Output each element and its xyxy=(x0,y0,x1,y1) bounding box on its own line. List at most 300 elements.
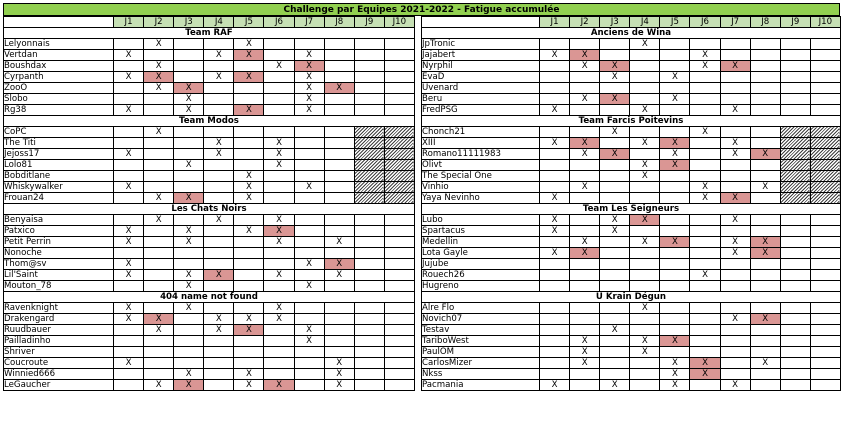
empty-cell xyxy=(264,83,294,94)
player-name: Rouech26 xyxy=(422,270,540,281)
fatigue-mark: X xyxy=(144,380,174,391)
fatigue-mark: X xyxy=(630,171,660,182)
player-row xyxy=(4,314,415,325)
column-header: J9 xyxy=(780,17,810,28)
empty-cell xyxy=(660,226,690,237)
player-name: Lelyonnais xyxy=(4,39,114,50)
empty-cell xyxy=(540,358,570,369)
empty-cell xyxy=(780,248,810,259)
player-name: Shriver xyxy=(4,347,114,358)
fatigue-mark: X xyxy=(570,61,600,72)
empty-cell xyxy=(810,314,840,325)
empty-cell xyxy=(324,314,354,325)
player-row xyxy=(4,347,415,358)
empty-cell xyxy=(600,281,630,292)
team-name: 404 name not found xyxy=(4,292,415,303)
empty-cell xyxy=(324,281,354,292)
player-name: Drakengard xyxy=(4,314,114,325)
team-name: Anciens de Wina xyxy=(422,28,841,39)
empty-cell xyxy=(324,50,354,61)
player-row xyxy=(4,358,415,369)
empty-cell xyxy=(540,39,570,50)
empty-cell xyxy=(780,347,810,358)
player-row xyxy=(4,369,415,380)
empty-cell xyxy=(630,270,660,281)
fatigue-mark: X xyxy=(660,380,690,391)
fatigue-mark: X xyxy=(750,182,780,193)
column-header: J7 xyxy=(720,17,750,28)
hatched-cell xyxy=(354,171,384,182)
fatigue-mark-red: X xyxy=(294,61,324,72)
fatigue-mark: X xyxy=(600,380,630,391)
empty-cell xyxy=(780,259,810,270)
empty-cell xyxy=(174,347,204,358)
column-header: J6 xyxy=(264,17,294,28)
empty-cell xyxy=(540,127,570,138)
empty-cell xyxy=(750,270,780,281)
empty-cell xyxy=(540,259,570,270)
empty-cell xyxy=(600,248,630,259)
fatigue-mark: X xyxy=(204,149,234,160)
empty-cell xyxy=(294,347,324,358)
empty-cell xyxy=(690,336,720,347)
fatigue-mark: X xyxy=(540,248,570,259)
empty-cell xyxy=(264,72,294,83)
player-name: Cyrpanth xyxy=(4,72,114,83)
empty-cell xyxy=(204,105,234,116)
fatigue-mark: X xyxy=(294,325,324,336)
empty-cell xyxy=(720,303,750,314)
empty-cell xyxy=(234,215,264,226)
player-name: CoPC xyxy=(4,127,114,138)
empty-cell xyxy=(264,182,294,193)
fatigue-mark: X xyxy=(630,138,660,149)
player-row xyxy=(422,259,841,270)
empty-cell xyxy=(690,347,720,358)
player-name: Lil'Saint xyxy=(4,270,114,281)
empty-cell xyxy=(204,380,234,391)
fatigue-mark: X xyxy=(174,281,204,292)
column-header: J4 xyxy=(630,17,660,28)
empty-cell xyxy=(630,226,660,237)
fatigue-mark: X xyxy=(264,314,294,325)
empty-cell xyxy=(600,39,630,50)
empty-cell xyxy=(144,182,174,193)
empty-cell xyxy=(810,325,840,336)
fatigue-mark: X xyxy=(720,215,750,226)
empty-cell xyxy=(630,325,660,336)
player-name: Testav xyxy=(422,325,540,336)
fatigue-mark-red: X xyxy=(720,61,750,72)
empty-cell xyxy=(294,237,324,248)
player-name: Jejoss17 xyxy=(4,149,114,160)
column-header: J5 xyxy=(234,17,264,28)
empty-cell xyxy=(690,248,720,259)
fatigue-mark: X xyxy=(690,50,720,61)
player-row xyxy=(4,259,415,270)
player-row xyxy=(422,149,841,160)
fatigue-mark-red: X xyxy=(660,138,690,149)
empty-cell xyxy=(264,94,294,105)
empty-cell xyxy=(354,61,384,72)
empty-cell xyxy=(540,72,570,83)
fatigue-mark: X xyxy=(114,259,144,270)
empty-cell xyxy=(174,39,204,50)
player-row xyxy=(422,325,841,336)
player-name: Lota Gayle xyxy=(422,248,540,259)
empty-cell xyxy=(810,39,840,50)
player-name: ZooO xyxy=(4,83,114,94)
player-row xyxy=(4,138,415,149)
empty-cell xyxy=(780,237,810,248)
player-name: The Special One xyxy=(422,171,540,182)
empty-cell xyxy=(540,303,570,314)
empty-cell xyxy=(234,61,264,72)
empty-cell xyxy=(324,61,354,72)
fatigue-mark-red: X xyxy=(174,380,204,391)
fatigue-mark: X xyxy=(540,50,570,61)
fatigue-mark: X xyxy=(600,226,630,237)
empty-cell xyxy=(354,83,384,94)
fatigue-mark: X xyxy=(324,237,354,248)
empty-cell xyxy=(750,347,780,358)
empty-cell xyxy=(600,259,630,270)
empty-cell xyxy=(114,369,144,380)
empty-cell xyxy=(324,149,354,160)
sheet-title: Challenge par Equipes 2021-2022 - Fatigue accumulée xyxy=(3,3,840,16)
player-name: Patxico xyxy=(4,226,114,237)
empty-cell xyxy=(810,237,840,248)
empty-cell xyxy=(324,105,354,116)
empty-cell xyxy=(204,160,234,171)
empty-cell xyxy=(354,248,384,259)
empty-cell xyxy=(600,160,630,171)
fatigue-mark: X xyxy=(234,226,264,237)
empty-cell xyxy=(234,83,264,94)
empty-cell xyxy=(660,127,690,138)
right-half-table xyxy=(421,16,841,391)
fatigue-mark-red: X xyxy=(174,83,204,94)
corner-cell xyxy=(422,17,540,28)
fatigue-mark: X xyxy=(540,105,570,116)
player-name: Slobo xyxy=(4,94,114,105)
empty-cell xyxy=(384,281,414,292)
empty-cell xyxy=(114,215,144,226)
empty-cell xyxy=(294,138,324,149)
empty-cell xyxy=(780,83,810,94)
fatigue-mark-red: X xyxy=(264,226,294,237)
player-row xyxy=(4,127,415,138)
fatigue-mark: X xyxy=(294,182,324,193)
team-row xyxy=(422,292,841,303)
empty-cell xyxy=(384,336,414,347)
empty-cell xyxy=(354,237,384,248)
empty-cell xyxy=(384,270,414,281)
empty-cell xyxy=(354,380,384,391)
empty-cell xyxy=(234,248,264,259)
empty-cell xyxy=(114,83,144,94)
empty-cell xyxy=(174,325,204,336)
empty-cell xyxy=(384,325,414,336)
fatigue-mark: X xyxy=(234,193,264,204)
empty-cell xyxy=(144,303,174,314)
fatigue-mark: X xyxy=(720,138,750,149)
empty-cell xyxy=(144,138,174,149)
empty-cell xyxy=(234,303,264,314)
player-row xyxy=(4,72,415,83)
fatigue-mark: X xyxy=(294,94,324,105)
empty-cell xyxy=(294,314,324,325)
empty-cell xyxy=(384,369,414,380)
empty-cell xyxy=(750,127,780,138)
fatigue-mark: X xyxy=(690,193,720,204)
empty-cell xyxy=(204,358,234,369)
player-row xyxy=(422,347,841,358)
empty-cell xyxy=(810,105,840,116)
fatigue-mark: X xyxy=(600,127,630,138)
empty-cell xyxy=(384,83,414,94)
fatigue-mark: X xyxy=(690,270,720,281)
empty-cell xyxy=(324,336,354,347)
player-name: XIII xyxy=(422,138,540,149)
empty-cell xyxy=(690,105,720,116)
empty-cell xyxy=(810,270,840,281)
empty-cell xyxy=(354,105,384,116)
column-header: J1 xyxy=(540,17,570,28)
empty-cell xyxy=(174,61,204,72)
empty-cell xyxy=(780,94,810,105)
empty-cell xyxy=(570,226,600,237)
empty-cell xyxy=(720,171,750,182)
empty-cell xyxy=(660,39,690,50)
empty-cell xyxy=(234,94,264,105)
empty-cell xyxy=(570,259,600,270)
fatigue-mark: X xyxy=(294,83,324,94)
fatigue-mark: X xyxy=(570,149,600,160)
empty-cell xyxy=(810,369,840,380)
empty-cell xyxy=(384,94,414,105)
player-row xyxy=(4,105,415,116)
empty-cell xyxy=(144,358,174,369)
empty-cell xyxy=(114,94,144,105)
team-name: Team RAF xyxy=(4,28,415,39)
fatigue-mark: X xyxy=(630,39,660,50)
empty-cell xyxy=(750,325,780,336)
team-row xyxy=(4,292,415,303)
player-row xyxy=(422,138,841,149)
empty-cell xyxy=(204,193,234,204)
empty-cell xyxy=(660,50,690,61)
hatched-cell xyxy=(354,182,384,193)
empty-cell xyxy=(720,127,750,138)
column-header: J10 xyxy=(810,17,840,28)
empty-cell xyxy=(174,314,204,325)
fatigue-mark: X xyxy=(264,61,294,72)
fatigue-mark: X xyxy=(114,314,144,325)
empty-cell xyxy=(354,270,384,281)
player-row xyxy=(422,182,841,193)
empty-cell xyxy=(264,50,294,61)
empty-cell xyxy=(660,248,690,259)
empty-cell xyxy=(630,94,660,105)
empty-cell xyxy=(570,303,600,314)
team-row xyxy=(4,204,415,215)
empty-cell xyxy=(354,281,384,292)
empty-cell xyxy=(750,83,780,94)
column-header: J2 xyxy=(144,17,174,28)
empty-cell xyxy=(750,215,780,226)
fatigue-mark: X xyxy=(204,72,234,83)
player-name: Mouton_78 xyxy=(4,281,114,292)
empty-cell xyxy=(114,336,144,347)
fatigue-mark: X xyxy=(234,314,264,325)
fatigue-mark-red: X xyxy=(324,259,354,270)
empty-cell xyxy=(630,369,660,380)
fatigue-mark-red: X xyxy=(324,83,354,94)
hatched-cell xyxy=(354,193,384,204)
empty-cell xyxy=(540,160,570,171)
fatigue-mark: X xyxy=(630,105,660,116)
empty-cell xyxy=(174,248,204,259)
fatigue-mark-red: X xyxy=(750,149,780,160)
empty-cell xyxy=(540,336,570,347)
empty-cell xyxy=(690,94,720,105)
fatigue-mark: X xyxy=(630,303,660,314)
column-header: J4 xyxy=(204,17,234,28)
player-row xyxy=(4,160,415,171)
fatigue-mark: X xyxy=(204,325,234,336)
fatigue-mark: X xyxy=(264,215,294,226)
fatigue-mark: X xyxy=(660,369,690,380)
column-header: J1 xyxy=(114,17,144,28)
hatched-cell xyxy=(810,149,840,160)
hatched-cell xyxy=(354,160,384,171)
empty-cell xyxy=(204,336,234,347)
empty-cell xyxy=(324,182,354,193)
fatigue-mark: X xyxy=(264,138,294,149)
empty-cell xyxy=(780,72,810,83)
empty-cell xyxy=(630,61,660,72)
empty-cell xyxy=(354,347,384,358)
empty-cell xyxy=(660,303,690,314)
empty-cell xyxy=(780,270,810,281)
empty-cell xyxy=(264,336,294,347)
empty-cell xyxy=(264,193,294,204)
empty-cell xyxy=(630,281,660,292)
empty-cell xyxy=(540,325,570,336)
empty-cell xyxy=(780,281,810,292)
empty-cell xyxy=(324,94,354,105)
fatigue-mark-red: X xyxy=(234,105,264,116)
player-name: Lolo81 xyxy=(4,160,114,171)
empty-cell xyxy=(810,259,840,270)
fatigue-mark: X xyxy=(144,215,174,226)
empty-cell xyxy=(204,259,234,270)
empty-cell xyxy=(204,237,234,248)
empty-cell xyxy=(264,259,294,270)
hatched-cell xyxy=(780,138,810,149)
fatigue-mark-red: X xyxy=(750,314,780,325)
empty-cell xyxy=(324,72,354,83)
hatched-cell xyxy=(810,127,840,138)
player-row xyxy=(422,215,841,226)
empty-cell xyxy=(540,237,570,248)
player-row xyxy=(422,358,841,369)
empty-cell xyxy=(720,347,750,358)
empty-cell xyxy=(234,270,264,281)
empty-cell xyxy=(750,171,780,182)
column-header-row xyxy=(4,17,415,28)
fatigue-mark: X xyxy=(570,94,600,105)
empty-cell xyxy=(204,61,234,72)
empty-cell xyxy=(294,215,324,226)
empty-cell xyxy=(690,226,720,237)
empty-cell xyxy=(810,72,840,83)
column-header: J5 xyxy=(660,17,690,28)
player-row xyxy=(422,336,841,347)
column-header: J10 xyxy=(384,17,414,28)
empty-cell xyxy=(174,336,204,347)
empty-cell xyxy=(384,61,414,72)
player-name: Pailladinho xyxy=(4,336,114,347)
empty-cell xyxy=(810,94,840,105)
fatigue-mark: X xyxy=(174,160,204,171)
player-row xyxy=(422,160,841,171)
empty-cell xyxy=(174,215,204,226)
empty-cell xyxy=(294,248,324,259)
fatigue-mark: X xyxy=(570,182,600,193)
empty-cell xyxy=(384,248,414,259)
fatigue-mark-red: X xyxy=(660,160,690,171)
fatigue-mark-red: X xyxy=(600,94,630,105)
player-name: LeGaucher xyxy=(4,380,114,391)
player-row xyxy=(4,193,415,204)
empty-cell xyxy=(630,259,660,270)
empty-cell xyxy=(630,182,660,193)
empty-cell xyxy=(540,347,570,358)
empty-cell xyxy=(540,171,570,182)
empty-cell xyxy=(720,39,750,50)
empty-cell xyxy=(264,39,294,50)
empty-cell xyxy=(630,50,660,61)
empty-cell xyxy=(750,72,780,83)
empty-cell xyxy=(204,127,234,138)
fatigue-mark: X xyxy=(540,138,570,149)
empty-cell xyxy=(690,160,720,171)
hatched-cell xyxy=(780,193,810,204)
corner-cell xyxy=(4,17,114,28)
player-name: Hugreno xyxy=(422,281,540,292)
fatigue-mark: X xyxy=(114,72,144,83)
empty-cell xyxy=(294,39,324,50)
player-name: Nkss xyxy=(422,369,540,380)
fatigue-mark: X xyxy=(144,193,174,204)
empty-cell xyxy=(384,105,414,116)
empty-cell xyxy=(384,72,414,83)
empty-cell xyxy=(114,61,144,72)
fatigue-mark-red: X xyxy=(234,325,264,336)
empty-cell xyxy=(660,182,690,193)
fatigue-mark-red: X xyxy=(660,237,690,248)
fatigue-mark: X xyxy=(114,303,144,314)
empty-cell xyxy=(750,380,780,391)
empty-cell xyxy=(294,127,324,138)
empty-cell xyxy=(234,281,264,292)
empty-cell xyxy=(294,171,324,182)
empty-cell xyxy=(570,105,600,116)
column-header: J9 xyxy=(354,17,384,28)
fatigue-mark: X xyxy=(540,226,570,237)
